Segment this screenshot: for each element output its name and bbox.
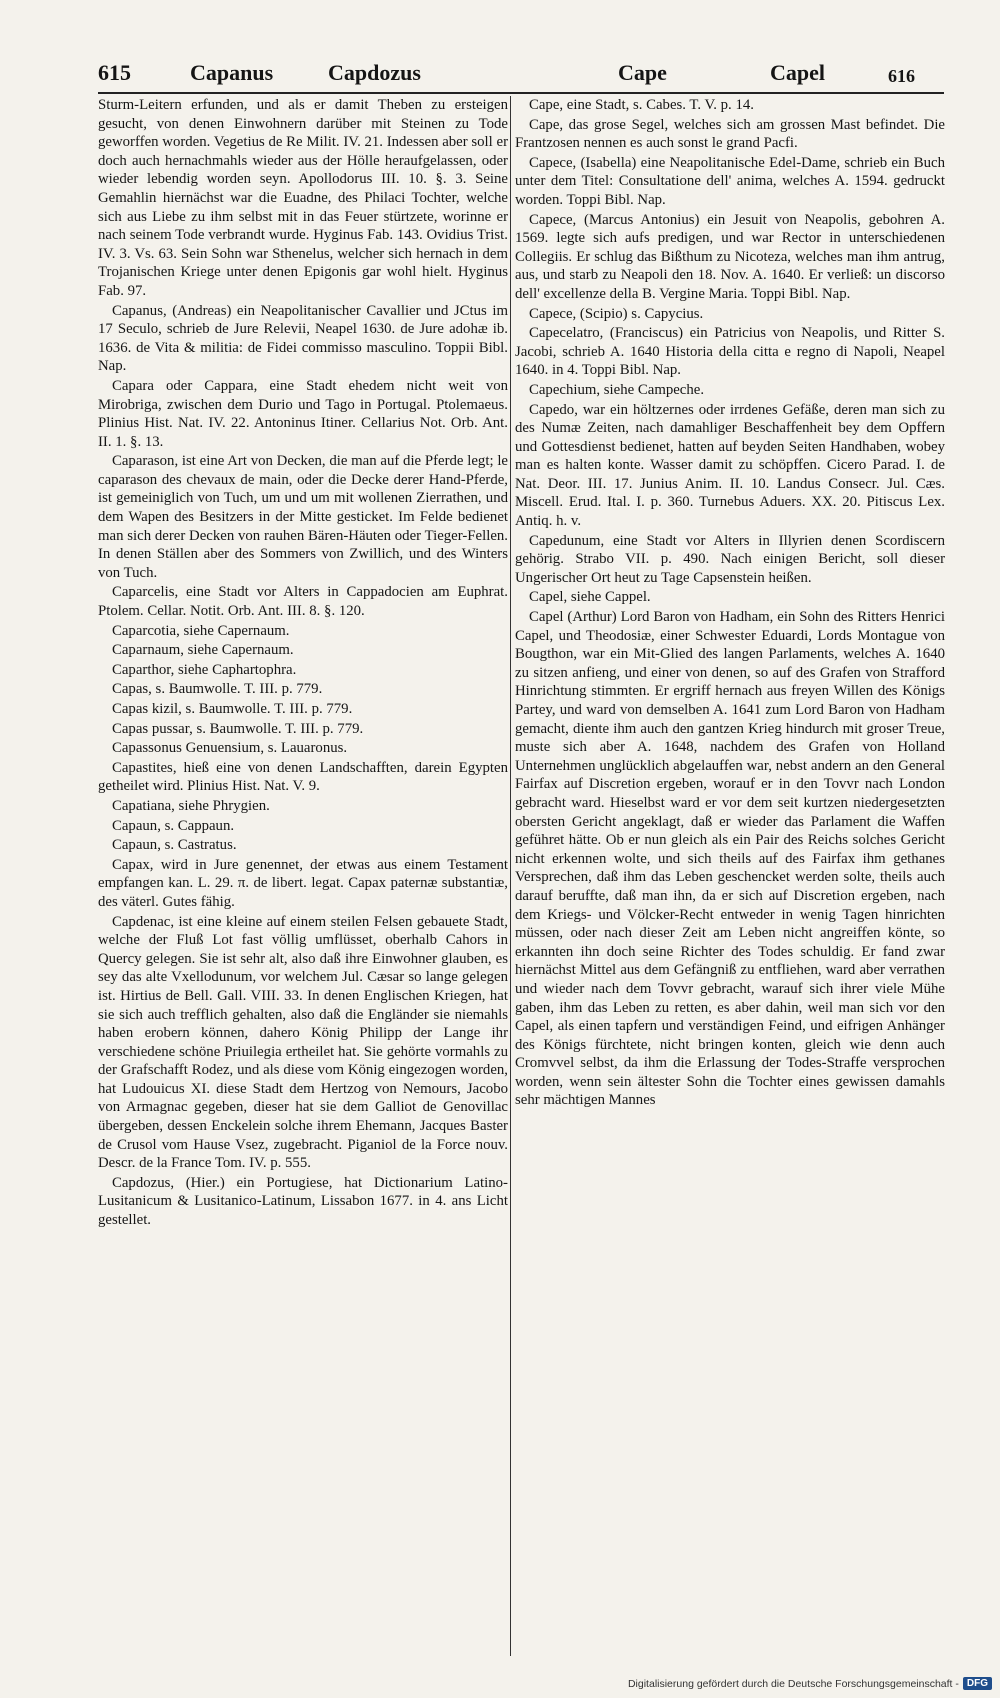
digitization-credit bbox=[628, 1677, 992, 1690]
entry-text: Caparcotia, siehe Capernaum. bbox=[112, 622, 290, 639]
running-header bbox=[98, 58, 944, 94]
entry-text: Caparason, ist eine Art von Decken, die man auf die Pferde legt; le caparason des chevaux de main, oder die Decke derer Hand-Pferde, ist gemeiniglich von Tuch, um und um mit wollenen Zierrathen, und dem Wapen des Besitzers in der Mitte gesticket. Im Felde bedienet man sich derer Decken von rauhen Bären-Häuten oder Tieger-Fellen. In denen Ställen aber des Sommers von Zwillich, und des Winters von Tuch. bbox=[98, 453, 508, 581]
entry-text: Cape, eine Stadt, s. Cabes. T. V. p. 14. bbox=[529, 97, 754, 113]
entry-text: Capecelatro, (Franciscus) ein Patricius von Neapolis, und Ritter S. Jacobi, schrieb A. 1640 Historia della citta e regno di Napoli, Neapel 1640. in 4. Toppi Bibl. Nap. bbox=[515, 325, 945, 379]
entry-text: Caparthor, siehe Caphartophra. bbox=[112, 661, 297, 678]
entry-text: Capel (Arthur) Lord Baron von Hadham, ein Sohn des Ritters Henrici Capel, und Theodosiæ, einer Schwester Eduardi, Lords Montague von Bougthon, war ein Mit-Glied des langen Parlaments, welches A. 1640 zu sitzen anfieng, und einer von denen, so auf des Grafen von Strafford Hinrichtung stimmten. Er ergriff hernach aus freyen Willen des Königs Partey, und ward von demselben A. 1641 zum Lord Baron von Hadham gemacht, diente ihm auch den gantzen Krieg hindurch mit groser Treue, muste sich aber A. 1648, nachdem des Grafen von Holland Unternehmen unglücklich abgelauffen war, nebst andern an den General Fairfax auf Discretion ergeben, worauf er in den Tovvr nach London gebracht ward. Hieselbst ward er vor dem seit kurtzen niedergesetzten obersten Gericht angeklagt, daß er wieder das Parlament die Waffen geführet hätte. Ob er nun gleich als ein Pair des Reichs solches Gericht nicht erkennen wolte, und sich theils auf des Fairfax ihm gethanes Versprechen, daß ihm das Leben geschencket werden solte, theils auch darauf beruffte, daß man ihn, da er sich auf Discretion ergeben, nach dem Kriegs- und Völcker-Recht entweder in wenig Tagen hinrichten müssen, oder nach dieser Zeit am Leben nicht angreiffen könte, so erkannten ihn doch seine Richter des Todes schuldig. Er fand zwar hiernächst Mittel aus dem Gefängniß zu entfliehen, ward aber verrathen und wieder nach dem Tovvr gebracht, warauf sich ihrer viele Mühe gaben, ihm das Leben zu retten, es aber dahin, weil man sich vor den Capel, als einen tapfern und verständigen Feind, und eifrigen Anhänger des Königs fürchtete, nicht bringen konten, gleich wie denn auch Cromvvel selbst, da ihm die Erlassung der Todes-Straffe versprochen worden, wenn sein ältester Sohn die Tochter eines gewissen damahls sehr mächtigen Mannes bbox=[515, 609, 945, 1109]
catchword-right-last: Capel bbox=[770, 60, 825, 85]
entry-text: Capece, (Scipio) s. Capycius. bbox=[529, 305, 704, 322]
dfg-logo: DFG bbox=[963, 1677, 992, 1690]
right-column bbox=[515, 96, 945, 1671]
entry-text: Capece, (Isabella) eine Neapolitanische Edel-Dame, schrieb ein Buch unter dem Titel: Consultatione dell' anima, welches A. 1594. gedruckt worden. Toppi Bibl. Nap. bbox=[515, 154, 945, 208]
entry-text: Capastites, hieß eine von denen Landschafften, darein Egypten getheilet wird. Plinius Hist. Nat. V. 9. bbox=[98, 759, 508, 795]
catchword-left-last: Capdozus bbox=[328, 60, 421, 85]
entry-text: Capara oder Cappara, eine Stadt ehedem nicht weit von Mirobriga, zwischen dem Durio und Tago in Portugal. Ptolemaeus. Plinius Hist. Nat. IV. 22. Antoninus Itiner. Cellarius Not. Orb. Ant. II. 1. §. 13. bbox=[98, 377, 508, 450]
credit-text: Digitalisierung gefördert durch die Deutsche Forschungsgemeinschaft - bbox=[627, 1677, 959, 1690]
entry-text: Capas kizil, s. Baumwolle. T. III. p. 779. bbox=[112, 701, 353, 717]
entry-text: Capdozus, (Hier.) ein Portugiese, hat Dictionarium Latino-Lusitanicum & Lusitanico-Latinum, Lissabon 1677. in 4. ans Licht gestellet. bbox=[98, 1174, 508, 1229]
entry-text: Caparcelis, eine Stadt vor Alters in Cappadocien am Euphrat. Ptolem. Cellar. Notit. Orb. Ant. III. 8. §. 120. bbox=[98, 584, 508, 620]
entry-text: Capaun, s. Cappaun. bbox=[112, 817, 235, 834]
entry-text: Capechium, siehe Campeche. bbox=[529, 381, 705, 398]
entry-text: Capdenac, ist eine kleine auf einem steilen Felsen gebauete Stadt, welche der Fluß Lot fast völlig umflüsset, oberhalb Cahors in Quercy gelegen. Sie ist sehr alt, also daß ihre Einwohner glauben, es sey das alte Vxellodunum, vor welchem Jul. Cæsar so lange gelegen ist. Hirtius de Bell. Gall. VIII. 33. In denen Englischen Kriegen, hat sie sich auch trefflich gehalten, also daß die Engländer sie niemahls haben erobern können, dahero König Philipp der Lange ihr verschiedene schöne Priuilegia ertheilet hat. Sie gehörte vormahls zu der Grafschafft Rodez, und als diese vom König eingezogen worden, hat Ludouicus XI. diese Stadt dem Hertzog von Nemours, Jacobo von Armagnac gegeben, dieser hat sie dem Galliot de Genovillac übergeben, dessen Enckelein solche ihrem Ehemann, Jacques Baster de Crusol vom Hause Vsez, zugebracht. Piganiol de la Force nouv. Descr. de la France Tom. IV. p. 555. bbox=[98, 913, 508, 1172]
entry-text: Capassonus Genuensium, s. Lauaronus. bbox=[112, 740, 348, 757]
entry-text: Capanus, (Andreas) ein Neapolitanischer Cavallier und JCtus im 17 Seculo, schrieb de Jure Relevii, Neapel 1630. de Jure adohæ ib. 1636. de Vita & militia: de Fidei commisso masculino. Toppii Bibl. Nap. bbox=[98, 302, 508, 375]
entry-text: Capaun, s. Castratus. bbox=[112, 837, 237, 854]
entry-text: Capas, s. Baumwolle. T. III. p. 779. bbox=[112, 681, 323, 698]
entry-text: Capas pussar, s. Baumwolle. T. III. p. 779. bbox=[112, 720, 364, 737]
entry-text: Sturm-Leitern erfunden, und als er damit Theben zu ersteigen gesucht, von denen Einwohnern darüber mit Steinen zu Tode geworffen worden. Vegetius de Re Milit. IV. 21. Indessen aber soll er doch auch hernachmahls wieder aus der Hölle heraufgelassen, oder wieder lebendig worden seyn. Apollodorus III. 10. §. 3. Seine Gemahlin hiernächst war die Euadne, des Philaci Tochter, welche sich aus Liebe zu ihm selbst mit in das Feuer stürtzete, worinne er nach seinem Tode verbrandt wurde. Hyginus Fab. 143. Ovidius Trist. IV. 3. Vs. 63. Sein Sohn war Sthenelus, welcher sich hernach in dem Trojanischen Kriege unter denen Epigonis gar wohl hielt. Hyginus Fab. 97. bbox=[98, 97, 508, 299]
entry-text: Capece, (Marcus Antonius) ein Jesuit von Neapolis, gebohren A. 1569. legte sich aufs predigen, und war Rector in unterschiedenen Collegiis. Er schlug das Bißthum zu Nicoteza, welches man ihm antrug, aus, und starb zu Neapoli den 18. Nov. A. 1640. Er verließ: un discorso dell' excellenze della B. Vergine Maria. Toppi Bibl. Nap. bbox=[515, 211, 945, 302]
column-divider bbox=[510, 96, 511, 1656]
catchword-left-first: Capanus bbox=[190, 60, 274, 85]
entry-text: Capel, siehe Cappel. bbox=[529, 589, 651, 606]
left-column bbox=[98, 96, 508, 1671]
entry-text: Capax, wird in Jure genennet, der etwas aus einem Testament empfangen kan. L. 29. π. de libert. legat. Capax paternæ substantiæ, des väterl. Gutes fähig. bbox=[98, 856, 508, 910]
catchword-right-first: Cape bbox=[618, 60, 667, 85]
entry-text: Caparnaum, siehe Capernaum. bbox=[112, 642, 294, 659]
entry-text: Capatiana, siehe Phrygien. bbox=[112, 797, 270, 814]
entry-text: Capedo, war ein höltzernes oder irrdenes Gefäße, deren man sich zu des Numæ Zeiten, nach damahliger Beschaffenheit bey dem Opffern und Gottesdienst bedienet, hatten auf beyden Seiten Handhaben, wobey man es halten konte. Wasser damit zu schöpffen. Cicero Parad. I. de Nat. Deor. III. 17. Junius Anim. II. 10. Landus Consecr. Jul. Cæs. Miscell. Erud. Ital. I. p. 360. Turnebus Aduers. XX. 20. Pitiscus Lex. Antiq. h. v. bbox=[515, 401, 945, 530]
entry-text: Cape, das grose Segel, welches sich am grossen Mast befindet. Die Frantzosen nennen es auch sonst le grand Pacfi. bbox=[515, 116, 945, 152]
entry-text: Capedunum, eine Stadt vor Alters in Illyrien denen Scordiscern gehörig. Strabo VII. p. 490. Nach einigen Bericht, soll dieser Ungerischer Ort heut zu Tage Capsenstein heißen. bbox=[515, 532, 945, 586]
page-number-left: 615 bbox=[98, 60, 131, 85]
page-number-right: 616 bbox=[888, 66, 915, 86]
